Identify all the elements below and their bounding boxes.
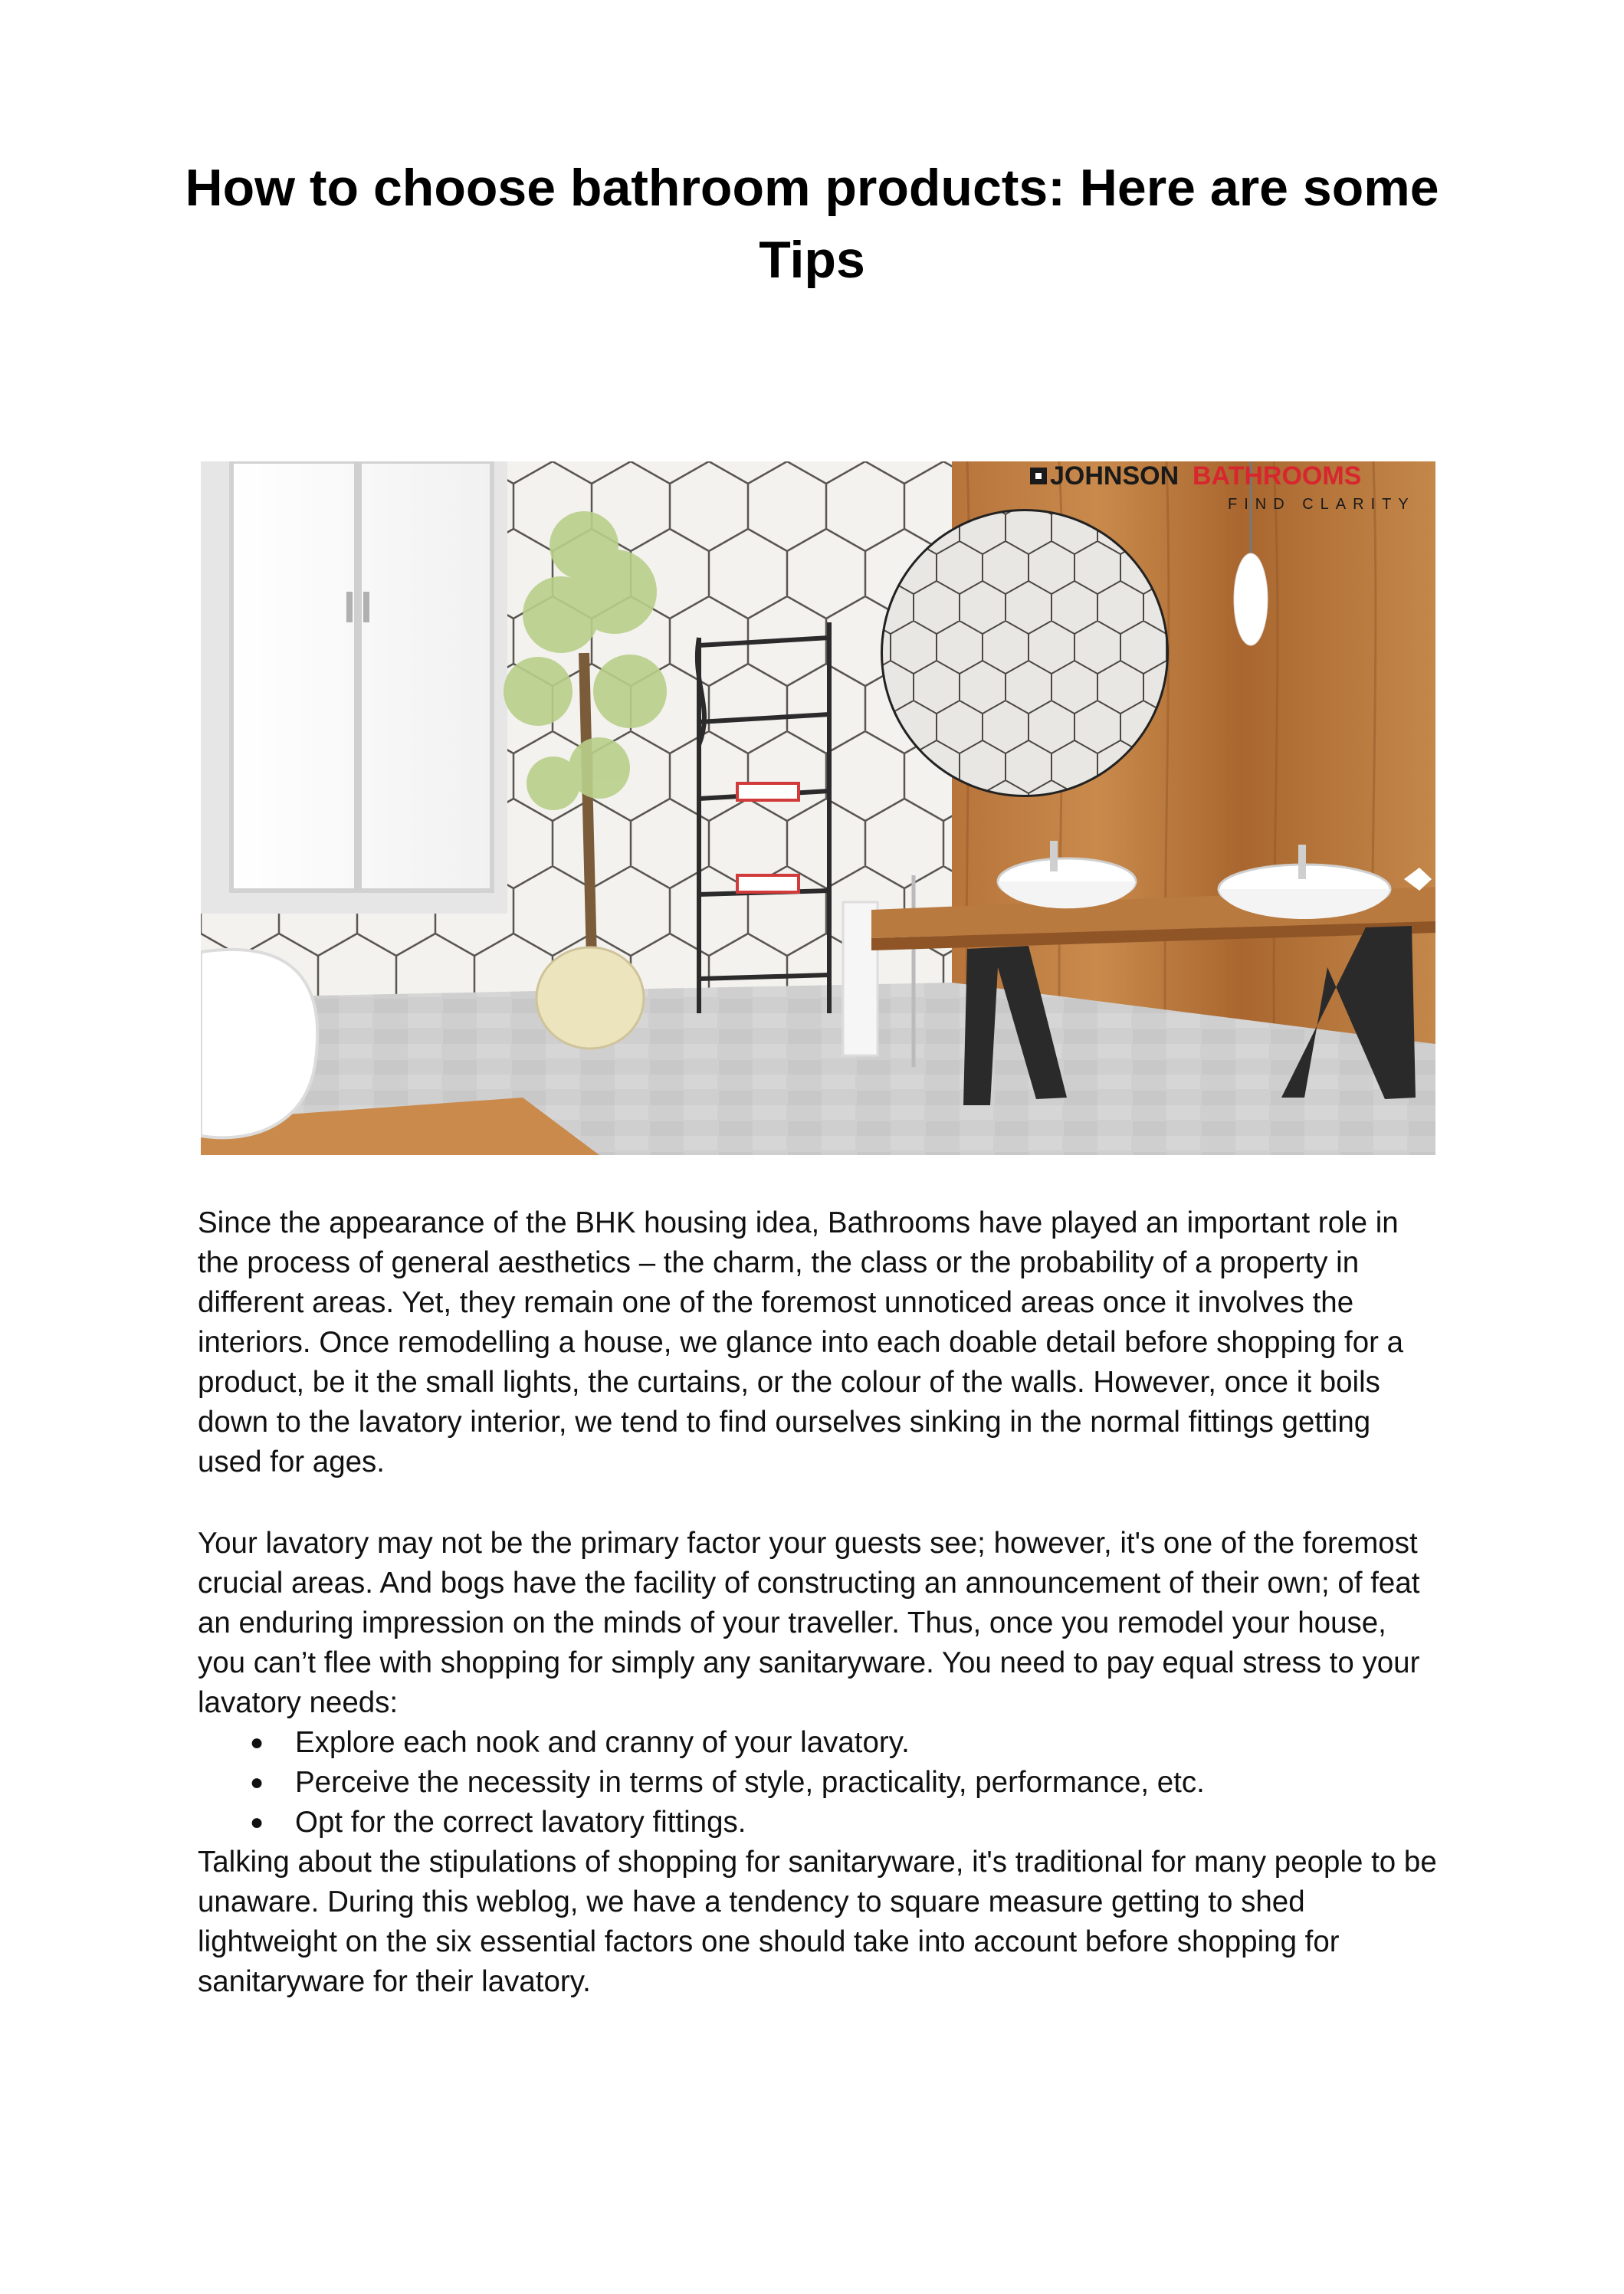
paragraph-2: Your lavatory may not be the primary factor your guests see; however, it's one of the foremost crucial areas. And bogs have the facility of constructing an announcement of their own; of feat an enduring impression on the minds of your traveller. Thus, once you remodel your house, you can’t flee with shopping for simply any sanitaryware. You need to pay equal stress to your lavatory needs: — [198, 1527, 1420, 1719]
brand-name-part1: JOHNSON — [1050, 461, 1179, 491]
bullet-dot-icon: ● — [250, 1810, 264, 1835]
brand-tagline: FIND CLARITY — [1228, 496, 1416, 513]
bullet-list — [198, 1723, 1439, 1843]
brand-name-part2: BATHROOMS — [1193, 461, 1362, 491]
bullet-text: Opt for the correct lavatory fittings. — [295, 1806, 746, 1839]
paragraph-1: Since the appearance of the BHK housing idea, Bathrooms have played an important role in the process of general aesthetics – the charm, the class or the probability of a property in different areas. Yet, they remain one of the foremost unnoticed areas once it involves the interiors. Once remodelling a house, we glance into each doable detail before shopping for a product, be it the small lights, the curtains, or the colour of the walls. However, once it boils down to the lavatory interior, we tend to find ourselves sinking in the normal fittings getting used for ages. — [198, 1206, 1404, 1478]
paragraph-3: Talking about the stipulations of shopping for sanitaryware, it's traditional for many people to be unaware. During this weblog, we have a tendency to square measure getting to shed lightweight on the six essential factors one should take into account before shopping for sanitaryware for their lavatory. — [198, 1846, 1437, 1998]
list-item — [198, 1803, 1439, 1843]
page-title: How to choose bathroom products: Here are some Tips — [185, 159, 1439, 289]
bullet-dot-icon: ● — [250, 1730, 264, 1755]
bullet-text: Perceive the necessity in terms of style, practicality, performance, etc. — [295, 1766, 1205, 1799]
hero-image — [201, 461, 1435, 1155]
list-item — [198, 1723, 1439, 1763]
bullet-dot-icon: ● — [250, 1770, 264, 1795]
list-item — [198, 1763, 1439, 1803]
bullet-text: Explore each nook and cranny of your lavatory. — [295, 1726, 910, 1759]
